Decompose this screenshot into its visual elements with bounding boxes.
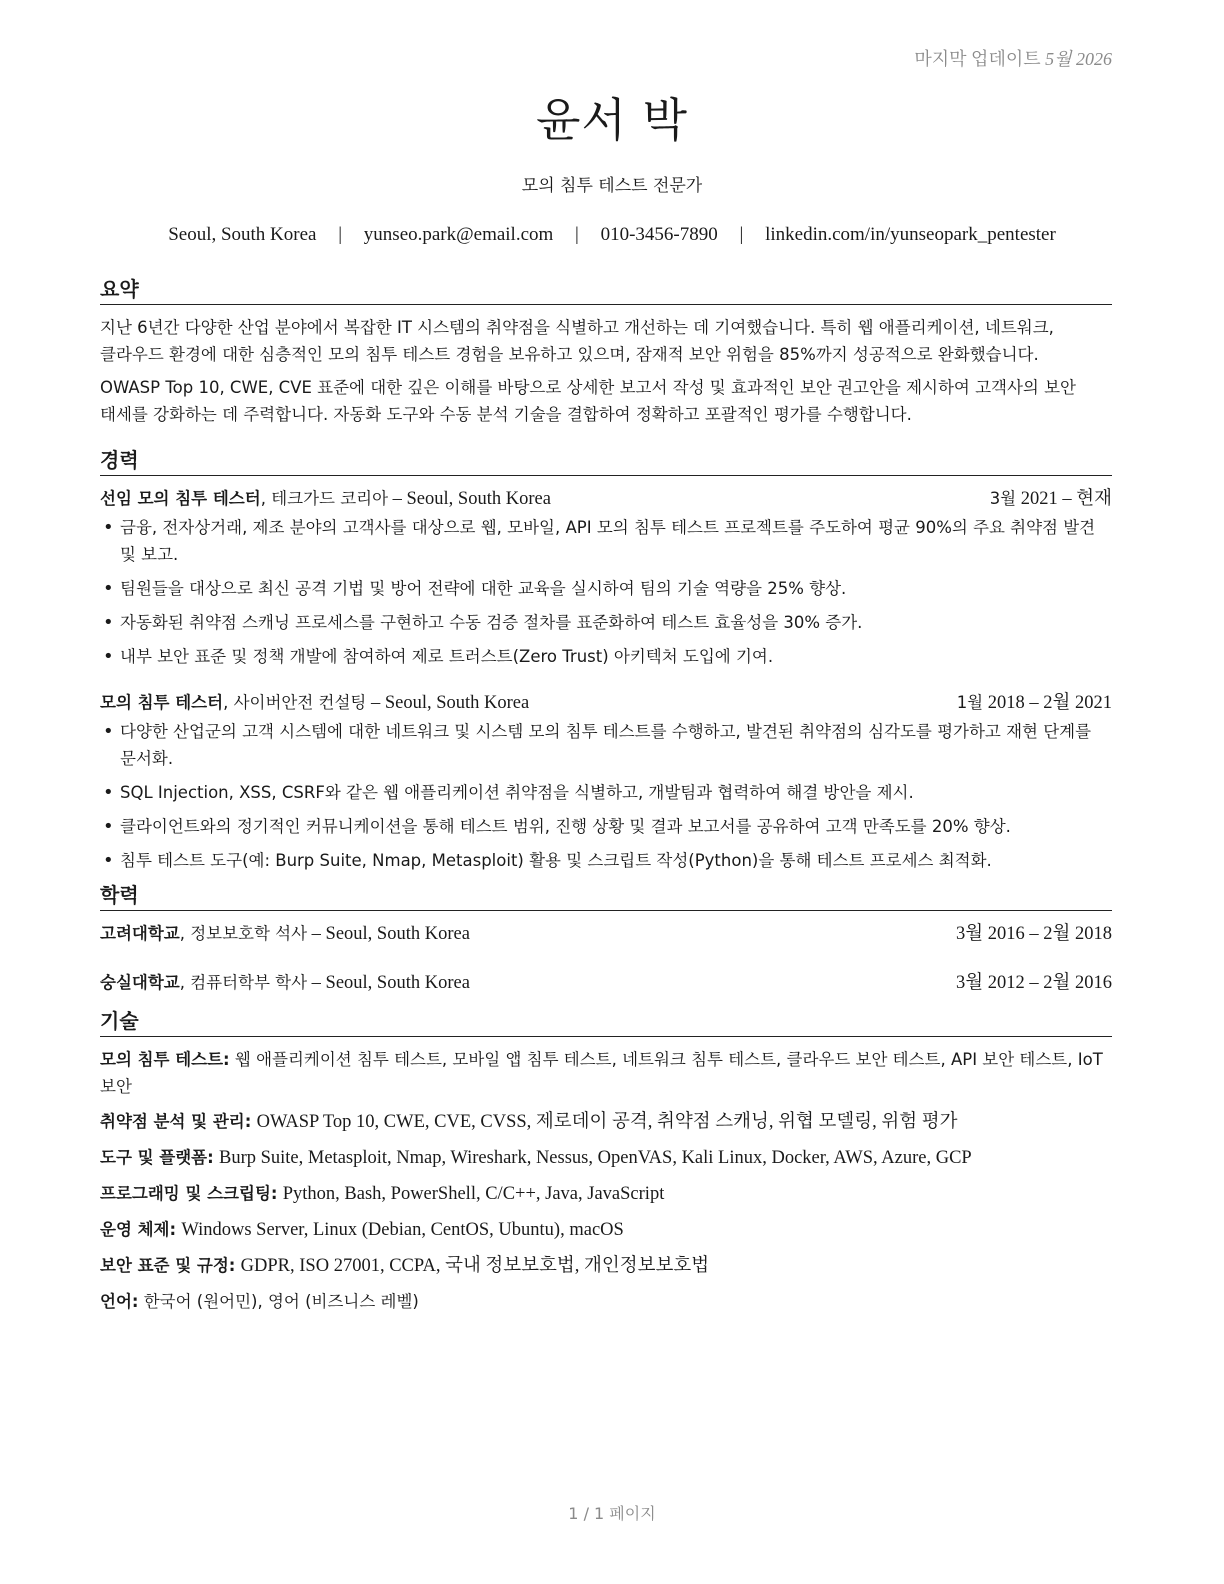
- job-date-month: 1월: [956, 693, 984, 712]
- skill-value: 한국어 (원어민), 영어 (비즈니스 레벨): [143, 1292, 419, 1311]
- job-bullet: • 다양한 산업군의 고객 시스템에 대한 네트워크 및 시스템 모의 침투 테스트를 수행하고, 발견된 취약점의 심각도를 평가하고 재현 단계를 문서화.: [100, 718, 1112, 772]
- contact-email[interactable]: yunseo.park@email.com: [363, 224, 554, 245]
- skill-label: 운영 체제:: [100, 1220, 177, 1239]
- education-entry: 숭실대학교, 컴퓨터학부 학사 – Seoul, South Korea 3월 2012 – 2월 2016: [100, 969, 1112, 997]
- contact-line: [0, 224, 1224, 246]
- skill-value: GDPR, ISO 27001, CCPA, 국내 정보보호법, 개인정보보호법: [240, 1256, 710, 1276]
- skill-row: [100, 1046, 1112, 1100]
- skill-label: 모의 침투 테스트:: [100, 1050, 230, 1069]
- job-bullet: • 자동화된 취약점 스캐닝 프로세스를 구현하고 수동 검증 절차를 표준화하여 테스트 효율성을 30% 증가.: [100, 609, 1112, 636]
- education-heading: 학력: [100, 881, 1112, 911]
- skill-row: [100, 1288, 1112, 1315]
- skill-label: 언어:: [100, 1292, 139, 1311]
- job-date-month: 3월: [989, 489, 1017, 508]
- contact-location: Seoul, South Korea: [168, 224, 317, 245]
- skill-label: 도구 및 플랫폼:: [100, 1148, 214, 1167]
- skill-label: 취약점 분석 및 관리:: [100, 1112, 252, 1131]
- contact-phone: 010-3456-7890: [600, 224, 718, 245]
- job-bullet: • 클라이언트와의 정기적인 커뮤니케이션을 통해 테스트 범위, 진행 상황 및 결과 보고서를 공유하여 고객 만족도를 20% 향상.: [100, 813, 1112, 840]
- summary-heading: 요약: [100, 275, 1112, 305]
- skill-value: Windows Server, Linux (Debian, CentOS, Ubuntu), macOS: [181, 1220, 624, 1240]
- job-location: – Seoul, South Korea: [370, 693, 530, 713]
- resume-content: [100, 275, 1112, 1323]
- contact-separator: |: [338, 224, 343, 245]
- skill-row: [100, 1108, 1112, 1136]
- contact-separator: |: [739, 224, 744, 245]
- experience-heading: 경력: [100, 446, 1112, 476]
- job-date-range: 2021 – 현재: [1020, 489, 1112, 509]
- education-degree: 컴퓨터학부 학사: [190, 973, 308, 992]
- education-date: 3월 2016 – 2월 2018: [956, 924, 1112, 944]
- page-number: 1 / 1 페이지: [568, 1504, 656, 1523]
- job-bullet: • 금융, 전자상거래, 제조 분야의 고객사를 대상으로 웹, 모바일, API 모의 침투 테스트 프로젝트를 주도하여 평균 90%의 주요 취약점 발견 및 보고.: [100, 514, 1112, 568]
- skill-value: Burp Suite, Metasploit, Nmap, Wireshark, Nessus, OpenVAS, Kali Linux, Docker, AWS, Azure, GCP: [218, 1148, 972, 1168]
- skill-label: 프로그래밍 및 스크립팅:: [100, 1184, 278, 1203]
- last-updated-prefix: 마지막 업데이트: [914, 49, 1041, 69]
- job-header: 모의 침투 테스터, 사이버안전 컨설팅 – Seoul, South Korea 1월 2018 – 2월 2021: [100, 693, 1112, 713]
- job-bullet: • SQL Injection, XSS, CSRF와 같은 웹 애플리케이션 취약점을 식별하고, 개발팀과 협력하여 해결 방안을 제시.: [100, 779, 1112, 806]
- job-bullet: • 팀원들을 대상으로 최신 공격 기법 및 방어 전략에 대한 교육을 실시하여 팀의 기술 역량을 25% 향상.: [100, 575, 1112, 602]
- skill-label: 보안 표준 및 규정:: [100, 1256, 236, 1275]
- job-location: – Seoul, South Korea: [392, 489, 551, 509]
- job-role: 모의 침투 테스터: [100, 693, 224, 712]
- skill-row: [100, 1216, 1112, 1244]
- education-entry: 고려대학교, 정보보호학 석사 – Seoul, South Korea 3월 2016 – 2월 2018: [100, 920, 1112, 948]
- job-bullet: • 침투 테스트 도구(예: Burp Suite, Nmap, Metasploit) 활용 및 스크립트 작성(Python)을 통해 테스트 프로세스 최적화.: [100, 847, 1112, 874]
- job-bullets: [100, 718, 1112, 874]
- job-entry: [100, 689, 1112, 874]
- skills-heading: 기술: [100, 1007, 1112, 1037]
- education-location: – Seoul, South Korea: [311, 973, 470, 993]
- summary-paragraph-2: OWASP Top 10, CWE, CVE 표준에 대한 깊은 이해를 바탕으로 상세한 보고서 작성 및 효과적인 보안 권고안을 제시하여 고객사의 보안 태세를 강화하는 데 주력합니다. 자동화 도구와 수동 분석 기술을 결합하여 정확하고 포괄적인 평가를 수행합니다.: [100, 378, 1076, 424]
- job-bullets: [100, 514, 1112, 670]
- contact-separator: |: [575, 224, 579, 245]
- skill-value: Python, Bash, PowerShell, C/C++, Java, JavaScript: [282, 1184, 665, 1204]
- skill-row: [100, 1180, 1112, 1208]
- job-role: 선임 모의 침투 테스터: [100, 489, 261, 508]
- skill-value: OWASP Top 10, CWE, CVE, CVSS, 제로데이 공격, 취약점 스캐닝, 위협 모델링, 위험 평가: [256, 1112, 958, 1132]
- job-bullet: • 내부 보안 표준 및 정책 개발에 참여하여 제로 트러스트(Zero Trust) 아키텍처 도입에 기여.: [100, 643, 1112, 670]
- education-degree: 정보보호학 석사: [190, 924, 308, 943]
- skill-row: [100, 1144, 1112, 1172]
- job-entry: [100, 485, 1112, 670]
- education-school: 숭실대학교: [100, 973, 180, 992]
- last-updated: [914, 45, 1112, 71]
- skill-row: [100, 1252, 1112, 1280]
- job-date-range: 2018 – 2월 2021: [987, 693, 1112, 713]
- education-date: 3월 2012 – 2월 2016: [956, 973, 1112, 993]
- candidate-name: 윤서 박: [536, 93, 688, 147]
- education-location: – Seoul, South Korea: [311, 924, 470, 944]
- job-company: 사이버안전 컨설팅: [233, 693, 367, 712]
- contact-linkedin[interactable]: linkedin.com/in/yunseopark_pentester: [765, 224, 1056, 245]
- job-company: 테크가드 코리아: [271, 489, 389, 508]
- job-header: 선임 모의 침투 테스터, 테크가드 코리아 – Seoul, South Korea 3월 2021 – 현재: [100, 489, 1112, 509]
- last-updated-date: 5월 2026: [1045, 49, 1112, 69]
- summary-paragraph-1: 지난 6년간 다양한 산업 분야에서 복잡한 IT 시스템의 취약점을 식별하고 개선하는 데 기여했습니다. 특히 웹 애플리케이션, 네트워크, 클라우드 환경에 대한 심층적인 모의 침투 테스트 경험을 보유하고 있으며, 잠재적 보안 위험을 85%까지 성공적으로 완화했습니다.: [100, 318, 1054, 364]
- skill-value: 웹 애플리케이션 침투 테스트, 모바일 앱 침투 테스트, 네트워크 침투 테스트, 클라우드 보안 테스트, API 보안 테스트, IoT 보안: [100, 1050, 1103, 1096]
- education-school: 고려대학교: [100, 924, 180, 943]
- candidate-title: 모의 침투 테스트 전문가: [521, 176, 703, 196]
